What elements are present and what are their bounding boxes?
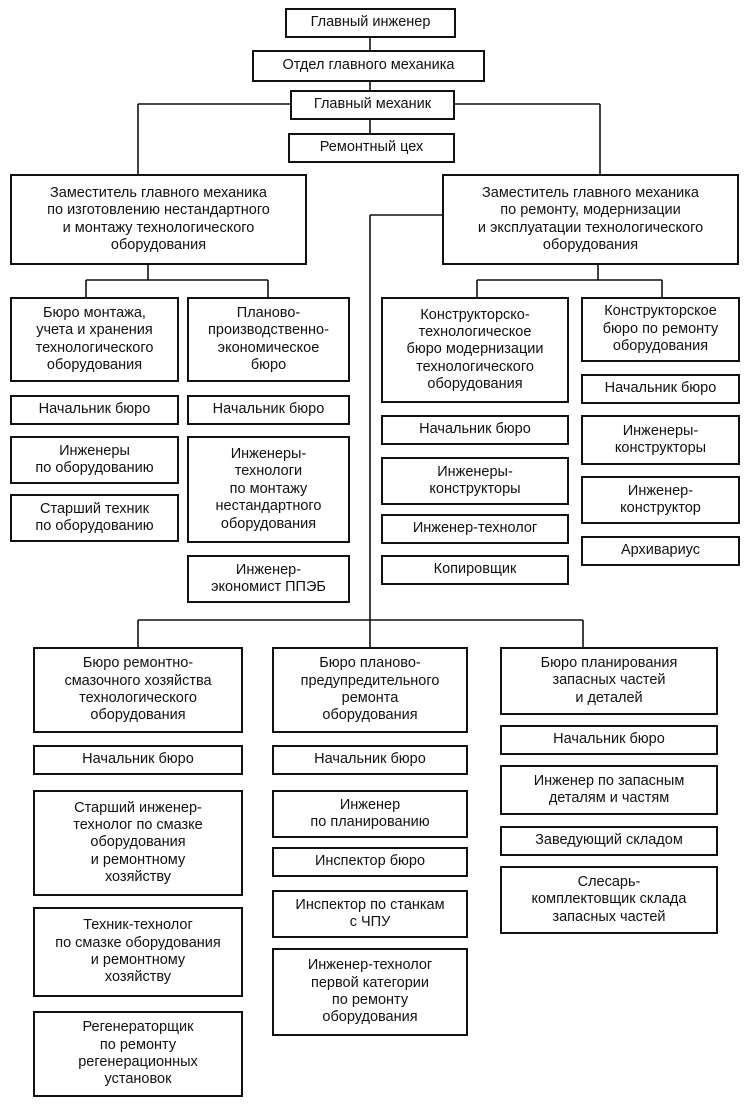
bureau-spare-parts-box: Бюро планирования запасных частей и деталей xyxy=(500,647,718,715)
bureau-spare-parts-staff: Начальник бюро xyxy=(500,725,718,755)
bureau-installation-staff: Инженеры по оборудованию xyxy=(10,436,179,484)
bureau-design-repair-staff: Инженеры- конструкторы xyxy=(581,415,740,465)
bureau-lubrication-staff: Начальник бюро xyxy=(33,745,243,775)
bureau-design-modernization-staff: Инженер-технолог xyxy=(381,514,569,544)
bureau-lubrication-box: Бюро ремонтно- смазочного хозяйства технологического оборудования xyxy=(33,647,243,733)
bureau-spare-parts-staff: Инженер по запасным деталям и частям xyxy=(500,765,718,815)
deputy-repair-box: Заместитель главного механика по ремонту, модернизации и эксплуатации технологического оборудования xyxy=(442,174,739,265)
bureau-design-repair-box: Конструкторское бюро по ремонту оборудования xyxy=(581,297,740,362)
bureau-installation-staff: Начальник бюро xyxy=(10,395,179,425)
chief-mechanic-box: Главный механик xyxy=(290,90,455,120)
bureau-design-modernization-staff: Копировщик xyxy=(381,555,569,585)
bureau-preventive-repair-staff: Начальник бюро xyxy=(272,745,468,775)
bureau-preventive-repair-box: Бюро планово- предупредительного ремонта оборудования xyxy=(272,647,468,733)
bureau-design-modernization-box: Конструкторско- технологическое бюро модернизации технологического оборудования xyxy=(381,297,569,403)
bureau-design-repair-staff: Начальник бюро xyxy=(581,374,740,404)
bureau-preventive-repair-staff: Инспектор по станкам с ЧПУ xyxy=(272,890,468,938)
bureau-installation-staff: Старший техник по оборудованию xyxy=(10,494,179,542)
bureau-planning-economic-staff: Инженеры- технологи по монтажу нестандартного оборудования xyxy=(187,436,350,543)
bureau-planning-economic-box: Планово- производственно- экономическое бюро xyxy=(187,297,350,382)
deputy-manufacturing-box: Заместитель главного механика по изготовлению нестандартного и монтажу технологического оборудования xyxy=(10,174,307,265)
chief-mechanic-dept-box: Отдел главного механика xyxy=(252,50,485,82)
bureau-preventive-repair-staff: Инспектор бюро xyxy=(272,847,468,877)
bureau-planning-economic-staff: Начальник бюро xyxy=(187,395,350,425)
bureau-spare-parts-staff: Слесарь- комплектовщик склада запасных частей xyxy=(500,866,718,934)
bureau-preventive-repair-staff: Инженер-технолог первой категории по ремонту оборудования xyxy=(272,948,468,1036)
bureau-lubrication-staff: Старший инженер- технолог по смазке оборудования и ремонтному хозяйству xyxy=(33,790,243,896)
bureau-preventive-repair-staff: Инженер по планированию xyxy=(272,790,468,838)
bureau-design-repair-staff: Архивариус xyxy=(581,536,740,566)
bureau-installation-box: Бюро монтажа, учета и хранения технологического оборудования xyxy=(10,297,179,382)
bureau-design-modernization-staff: Инженеры- конструкторы xyxy=(381,457,569,505)
repair-shop-box: Ремонтный цех xyxy=(288,133,455,163)
bureau-lubrication-staff: Регенераторщик по ремонту регенерационных установок xyxy=(33,1011,243,1097)
chief-engineer-box: Главный инженер xyxy=(285,8,456,38)
bureau-lubrication-staff: Техник-технолог по смазке оборудования и ремонтному хозяйству xyxy=(33,907,243,997)
bureau-planning-economic-staff: Инженер- экономист ППЭБ xyxy=(187,555,350,603)
bureau-design-repair-staff: Инженер- конструктор xyxy=(581,476,740,524)
bureau-spare-parts-staff: Заведующий складом xyxy=(500,826,718,856)
bureau-design-modernization-staff: Начальник бюро xyxy=(381,415,569,445)
